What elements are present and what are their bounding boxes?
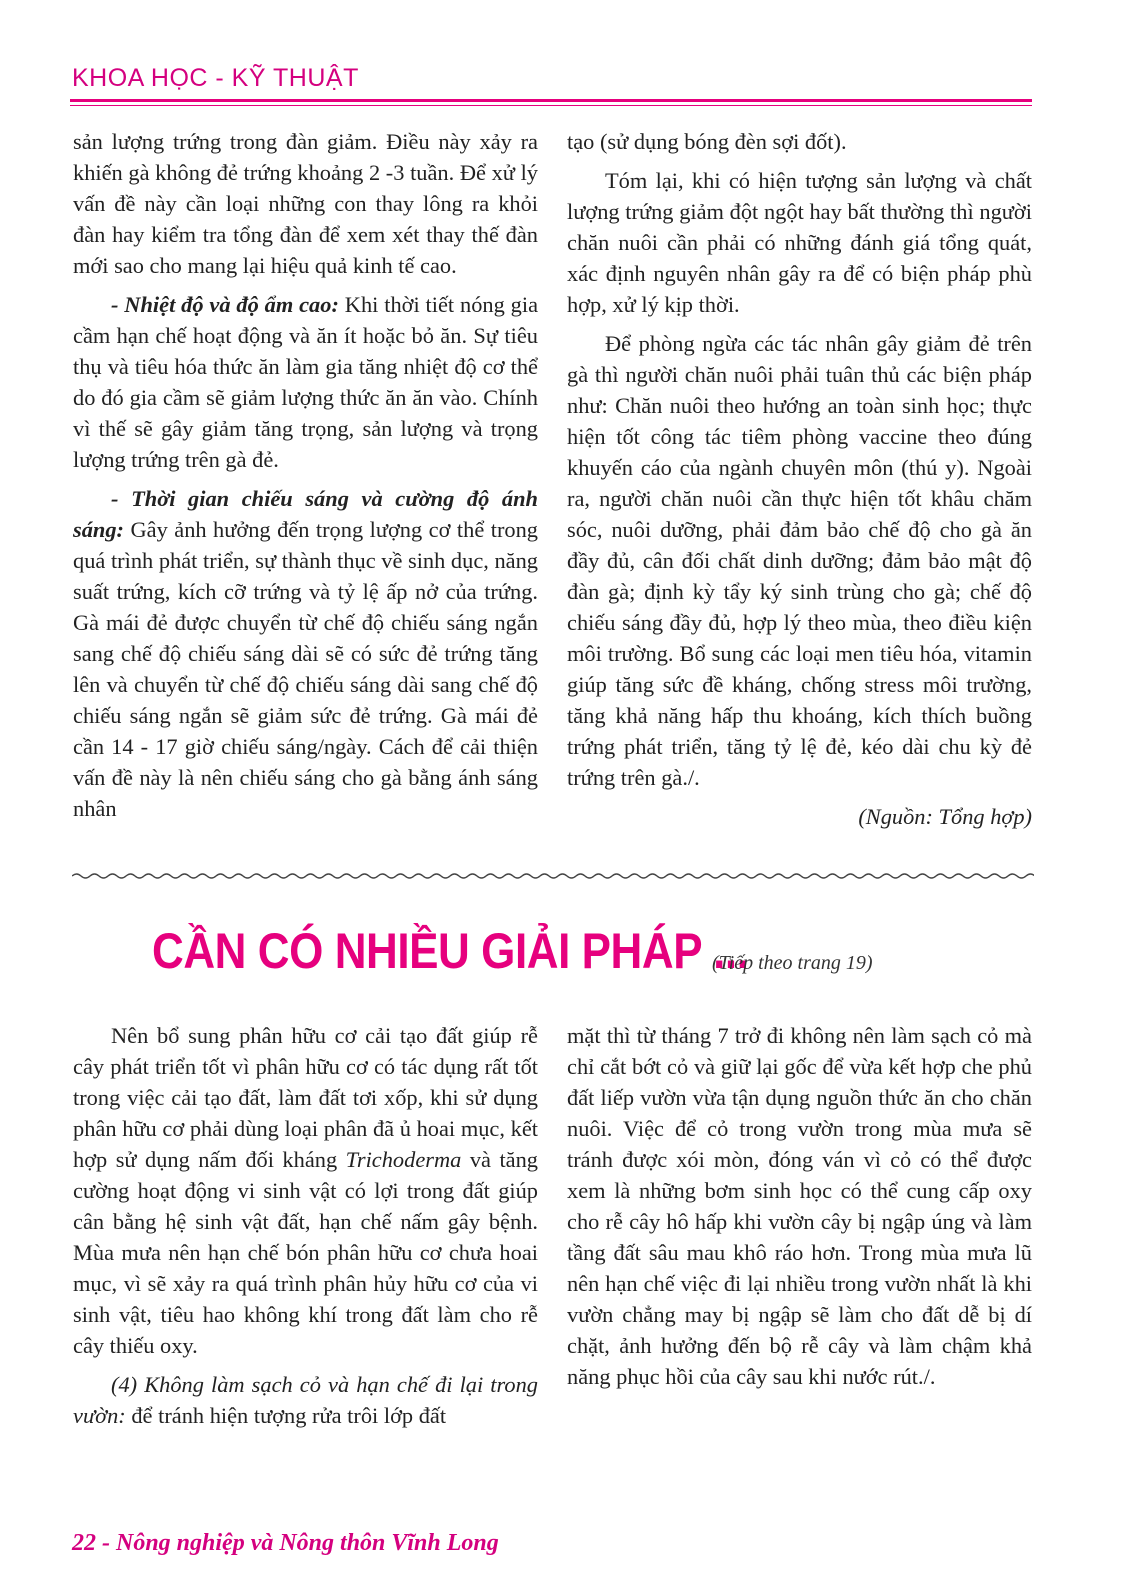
paragraph: mặt thì từ tháng 7 trở đi không nên làm sạch cỏ mà chỉ cắt bớt cỏ và giữ lại gốc để vừa kết hợp che phủ đất liếp vườn vừa tận dụng nguồn thức ăn cho chăn nuôi. Việc để cỏ trong vườn trong mùa mưa sẽ tránh được xói mòn, đóng ván vì cỏ có thể được xem là những bơm sinh học có thể cung cấp oxy cho rễ cây hô hấp khi vườn cây bị ngập úng và làm tầng đất sâu mau khô ráo hơn. Trong mùa mưa lũ nên hạn chế việc đi lại nhiều trong vườn nhất là khi vườn chẳng may bị ngập sẽ làm cho đất dễ bị dí chặt, ảnh hưởng đến bộ rễ cây và làm chậm khả năng phục hồi của cây sau khi nước rút./. xyxy=(567,1023,1032,1389)
header-rule-thin xyxy=(70,105,1032,106)
paragraph: tạo (sử dụng bóng đèn sợi đốt). xyxy=(567,129,847,154)
section-tag: KHOA HỌC - KỸ THUẬT xyxy=(72,64,359,92)
paragraph-text: để tránh hiện tượng rửa trôi lớp đất xyxy=(125,1403,447,1428)
paragraph xyxy=(73,1020,538,1361)
article1-column-right xyxy=(567,126,1032,832)
continued-note: (Tiếp theo trang 19) xyxy=(712,952,873,974)
paragraph xyxy=(73,289,538,475)
paragraph xyxy=(73,483,538,824)
source-credit: (Nguồn: Tổng hợp) xyxy=(858,804,1032,829)
paragraph-heading: - Thời gian chiếu sáng và cường độ ánh sáng: xyxy=(73,486,538,542)
paragraph-text: Gây ảnh hưởng đến trọng lượng cơ thể trong quá trình phát triển, sự thành thục về sinh dục, năng suất trứng, kích cỡ trứng và tỷ lệ ấp nở của trứng. Gà mái đẻ được chuyển từ chế độ chiếu sáng ngắn sang chế độ chiếu sáng dài sẽ có sức đẻ trứng tăng lên và chuyển từ chế độ chiếu sáng dài sang chế độ chiếu sáng ngắn sẽ giảm sức đẻ trứng. Gà mái đẻ cần 14 - 17 giờ chiếu sáng/ngày. Cách để cải thiện vấn đề này là nên chiếu sáng cho gà bằng ánh sáng nhân xyxy=(73,517,538,821)
article-headline: CẦN CÓ NHIỀU GIẢI PHÁP ... xyxy=(152,923,749,979)
paragraph-heading: - Nhiệt độ và độ ẩm cao: xyxy=(111,292,339,317)
paragraph: sản lượng trứng trong đàn giảm. Điều này xảy ra khiến gà không đẻ trứng khoảng 2 -3 tuần. Để xử lý vấn đề này cần loại những con thay lông ra khỏi đàn hay kiểm tra tổng đàn để xem xét thay thế đàn mới sao cho mang lại hiệu quả kinh tế cao. xyxy=(73,129,538,278)
paragraph: Để phòng ngừa các tác nhân gây giảm đẻ trên gà thì người chăn nuôi phải tuân thủ các biện pháp như: Chăn nuôi theo hướng an toàn sinh học; thực hiện tốt công tác tiêm phòng vaccine theo đúng khuyến cáo của ngành chuyên môn (thú y). Ngoài ra, người chăn nuôi cần thực hiện tốt khâu chăm sóc, nuôi dưỡng, phải đảm bảo chế độ cho gà ăn đầy đủ, cân đối chất dinh dưỡng; đảm bảo mật độ đàn gà; định kỳ tẩy ký sinh trùng cho gà; chế độ chiếu sáng đầy đủ, hợp lý theo mùa, theo điều kiện môi trường. Bổ sung các loại men tiêu hóa, vitamin giúp tăng sức đề kháng, chống stress môi trường, tăng khả năng hấp thu khoáng, kích thích buồng trứng phát triển, tăng tỷ lệ đẻ, kéo dài chu kỳ đẻ trứng trên gà./. xyxy=(567,331,1032,790)
article2-column-right xyxy=(567,1020,1032,1392)
paragraph-text: Nên bổ sung phân hữu cơ cải tạo đất giúp rễ cây phát triển tốt vì phân hữu cơ có tác dụng rất tốt trong việc cải tạo đất, làm đất tơi xốp, khi sử dụng phân hữu cơ phải dùng loại phân đã ủ hoai mục, kết hợp sử dụng nấm đối kháng xyxy=(73,1023,538,1172)
paragraph xyxy=(73,1369,538,1431)
wavy-divider xyxy=(72,868,1034,884)
paragraph-text: và tăng cường hoạt động vi sinh vật có lợi trong đất giúp cân bằng hệ sinh vật đất, hạn chế nấm gây bệnh. Mùa mưa nên hạn chế bón phân hữu cơ chưa hoai mục, vì sẽ xảy ra quá trình phân hủy hữu cơ của vi sinh vật, tiêu hao không khí trong đất làm cho rễ cây thiếu oxy. xyxy=(73,1147,538,1358)
article1-column-left xyxy=(73,126,538,824)
paragraph-text: Khi thời tiết nóng gia cầm hạn chế hoạt động và ăn ít hoặc bỏ ăn. Sự tiêu thụ và tiêu hóa thức ăn làm gia tăng nhiệt độ cơ thể do đó gia cầm sẽ giảm lượng thức ăn ăn vào. Chính vì thế sẽ gây giảm tăng trọng, sản lượng và trọng lượng trứng trên gà đẻ. xyxy=(73,292,539,472)
page-footer: 22 - Nông nghiệp và Nông thôn Vĩnh Long xyxy=(72,1530,499,1556)
paragraph-heading: (4) Không làm sạch cỏ và hạn chế đi lại trong vườn: xyxy=(73,1372,538,1428)
paragraph: Tóm lại, khi có hiện tượng sản lượng và chất lượng trứng giảm đột ngột hay bất thường thì người chăn nuôi cần phải có những đánh giá tổng quát, xác định nguyên nhân gây ra để có biện pháp phù hợp, xử lý kịp thời. xyxy=(567,168,1032,317)
species-name: Trichoderma xyxy=(345,1147,462,1172)
header-rule-thick xyxy=(70,99,1032,102)
article2-column-left xyxy=(73,1020,538,1431)
